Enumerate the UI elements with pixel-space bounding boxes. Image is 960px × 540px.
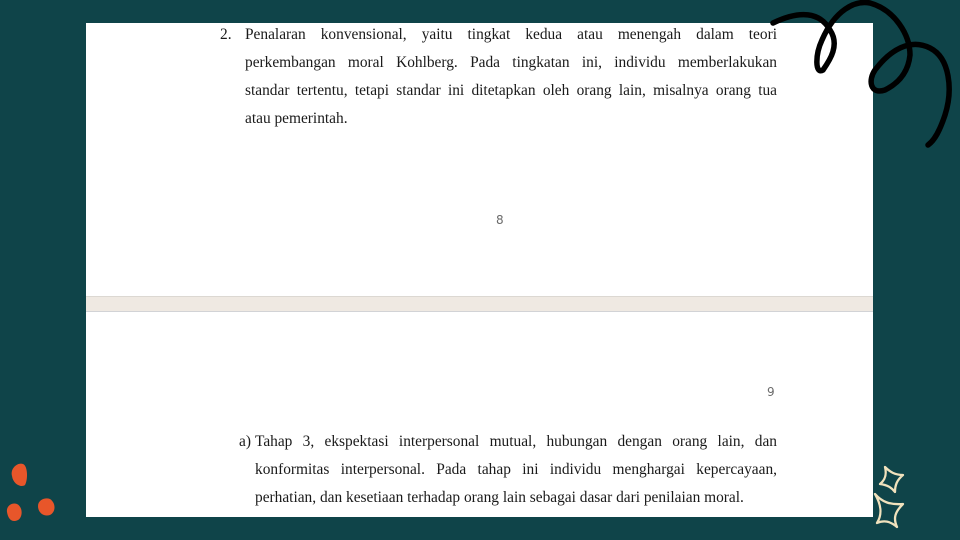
page-number: 8 <box>496 213 504 227</box>
text-line: Penalaran konvensional, yaitu tingkat kedua atau menengah dalam teori <box>245 26 777 43</box>
document-viewer[interactable] <box>86 23 873 517</box>
squiggle-icon <box>760 0 960 160</box>
text-line: Tahap 3, ekspektasi interpersonal mutual, hubungan dengan orang lain, dan <box>255 433 777 450</box>
text-line: standar tertentu, tetapi standar ini ditetapkan oleh orang lain, misalnya orang tua <box>245 82 777 99</box>
list-item-text <box>245 23 777 133</box>
text-line: atau pemerintah. <box>245 110 348 127</box>
list-item-text <box>255 428 777 512</box>
sparkle-icon <box>860 450 960 540</box>
page-number: 9 <box>767 385 775 399</box>
list-marker: a) <box>239 433 251 450</box>
text-line: perkembangan moral Kohlberg. Pada tingkatan ini, individu memberlakukan <box>245 54 777 71</box>
page-separator <box>86 296 873 312</box>
page-9 <box>86 312 873 517</box>
text-line: perhatian, dan kesetiaan terhadap orang lain sebagai dasar dari penilaian moral. <box>255 489 744 506</box>
text-line: konformitas interpersonal. Pada tahap ini individu menghargai kepercayaan, <box>255 461 777 478</box>
page-8 <box>86 23 873 296</box>
dots-icon <box>0 450 100 540</box>
list-marker: 2. <box>220 26 232 43</box>
